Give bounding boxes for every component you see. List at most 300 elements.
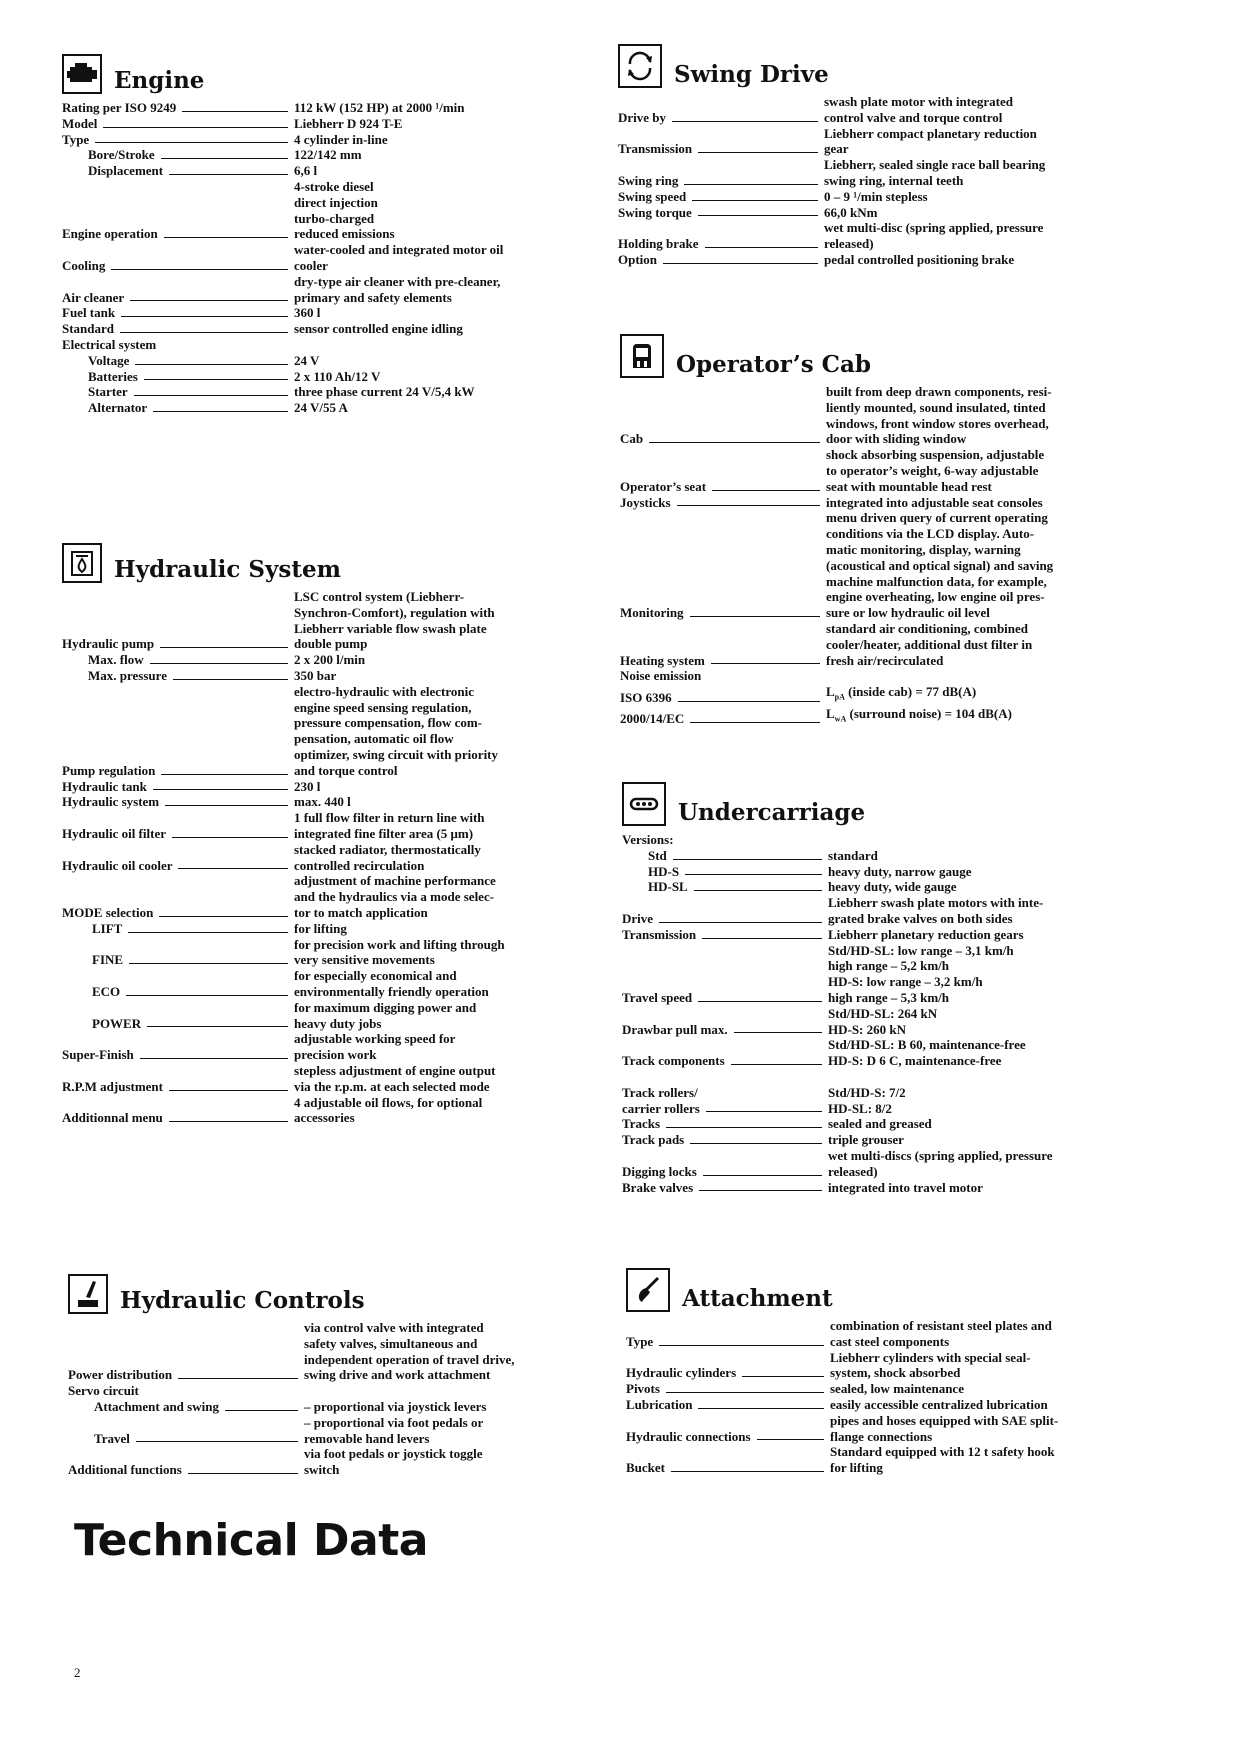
spec-row xyxy=(62,369,602,385)
leader-line xyxy=(130,300,288,301)
spec-label-text: FINE xyxy=(92,952,124,968)
leader-line xyxy=(128,932,288,933)
spec-value: 4-stroke diesel direct injection turbo-charged reduced emissions xyxy=(294,178,395,242)
spec-label xyxy=(620,447,826,494)
spec-label xyxy=(62,921,294,937)
spec-row xyxy=(622,895,1162,927)
spec-label-text: Additional functions xyxy=(68,1462,182,1478)
spec-label xyxy=(62,652,294,668)
spec-label xyxy=(68,1383,304,1399)
spec-row xyxy=(622,1180,1162,1196)
spec-value: 230 l xyxy=(294,778,321,794)
leader-line xyxy=(144,379,288,380)
spec-value: Liebherr swash plate motors with inte- grated brake valves on both sides xyxy=(828,895,1044,926)
spec-label-text: Model xyxy=(62,115,98,131)
leader-line xyxy=(153,789,288,790)
hydraulic-system-rows xyxy=(62,589,602,1126)
spec-value: integrated into travel motor xyxy=(828,1179,983,1195)
spec-label-text: Transmission xyxy=(622,926,697,942)
attachment-rows xyxy=(626,1318,1166,1476)
spec-value: adjustment of machine performance and the hydraulics via a mode selec- tor to match application xyxy=(294,873,496,920)
spec-label-text: LIFT xyxy=(92,920,123,936)
spec-label xyxy=(62,274,294,306)
spec-label-text: Power distribution xyxy=(68,1367,173,1383)
spec-row xyxy=(62,384,602,400)
spec-row xyxy=(62,794,602,810)
spec-label-text: Swing speed xyxy=(618,188,687,204)
spec-label xyxy=(618,220,824,252)
spec-label xyxy=(626,1413,830,1445)
spec-value: – proportional via joystick levers xyxy=(304,1398,487,1414)
spec-label-text: Voltage xyxy=(88,352,130,368)
leader-line xyxy=(690,1143,822,1144)
spec-row xyxy=(62,305,602,321)
spec-label xyxy=(622,864,828,880)
spec-value: – proportional via foot pedals or removable hand levers xyxy=(304,1414,484,1446)
spec-value: menu driven query of current operating conditions via the LCD display. Auto- matic monitoring, display, warning (acoustical and optical signal) and saving machine malfunction data, for example, engine overheating, low engine oil pres- sure or low hydraulic oil level xyxy=(826,510,1054,621)
spec-value: easily accessible centralized lubrication xyxy=(830,1396,1048,1412)
spec-row xyxy=(622,1116,1162,1132)
spec-label xyxy=(622,1069,828,1116)
spec-label xyxy=(62,668,294,684)
spec-label xyxy=(62,305,294,321)
joystick-icon xyxy=(68,1274,108,1314)
leader-line xyxy=(684,184,818,185)
spec-label-text: Air cleaner xyxy=(62,289,125,305)
leader-line xyxy=(140,1058,288,1059)
spec-row xyxy=(622,943,1162,1006)
spec-value: LSC control system (Liebherr- Synchron-Comfort), regulation with Liebherr variable flow swash plate double pump xyxy=(294,589,495,652)
spec-row xyxy=(62,321,602,337)
spec-row xyxy=(618,126,1158,158)
spec-label xyxy=(620,668,826,684)
spec-label xyxy=(62,684,294,779)
leader-line xyxy=(150,663,288,664)
spec-row xyxy=(620,384,1160,447)
spec-row xyxy=(62,353,602,369)
attachment-title: Attachment xyxy=(682,1285,833,1312)
spec-value: Liebherr compact planetary reduction gear xyxy=(824,125,1037,157)
leader-line xyxy=(712,490,820,491)
leader-line xyxy=(188,1473,298,1474)
spec-label-text: Engine operation xyxy=(62,226,158,242)
swing-drive-section xyxy=(618,44,1158,268)
spec-row xyxy=(626,1318,1166,1350)
spec-value: combination of resistant steel plates and cast steel components xyxy=(830,1318,1052,1349)
spec-row xyxy=(626,1397,1166,1413)
spec-row xyxy=(62,842,602,874)
leader-line xyxy=(178,868,288,869)
spec-label xyxy=(626,1350,830,1382)
spec-label xyxy=(618,126,824,158)
spec-row xyxy=(68,1415,602,1447)
leader-line xyxy=(699,1190,822,1191)
spec-label xyxy=(62,116,294,132)
spec-value: Standard equipped with 12 t safety hook for lifting xyxy=(830,1444,1055,1476)
spec-row xyxy=(62,163,602,179)
spec-label-text: Hydraulic cylinders xyxy=(626,1365,737,1381)
spec-row xyxy=(620,447,1160,494)
spec-label xyxy=(618,94,824,126)
spec-row xyxy=(62,810,602,842)
leader-line xyxy=(165,805,288,806)
spec-label xyxy=(620,510,826,621)
spec-value xyxy=(826,668,1160,684)
spec-label xyxy=(68,1415,304,1447)
spec-row xyxy=(68,1399,602,1415)
engine-rows xyxy=(62,100,602,416)
engine-title: Engine xyxy=(114,67,205,94)
leader-line xyxy=(694,890,822,891)
attachment-section xyxy=(626,1268,1166,1476)
spec-label xyxy=(62,132,294,148)
spec-value: via control valve with integrated safety valves, simultaneous and independent operation of travel drive, swing drive and work attachment xyxy=(304,1320,515,1383)
leader-line xyxy=(225,1410,298,1411)
spec-label xyxy=(62,1031,294,1063)
spec-value: water-cooled and integrated motor oil cooler xyxy=(294,242,504,273)
spec-label-text: HD-SL xyxy=(648,879,688,895)
spec-label xyxy=(62,353,294,369)
spec-value: 112 kW (152 HP) at 2000 ¹/min xyxy=(294,100,465,115)
spec-label xyxy=(618,157,824,189)
spec-label xyxy=(622,1006,828,1038)
spec-label xyxy=(626,1318,830,1350)
leader-line xyxy=(698,215,818,216)
spec-label xyxy=(62,1000,294,1032)
leader-line xyxy=(182,111,288,112)
spec-value: for precision work and lifting through very sensitive movements xyxy=(294,936,505,968)
spec-label-text: Max. flow xyxy=(88,652,144,668)
leader-line xyxy=(663,263,818,264)
spec-label xyxy=(62,937,294,969)
leader-line xyxy=(172,837,288,838)
spec-label xyxy=(620,495,826,511)
spec-label xyxy=(622,1132,828,1148)
leader-line xyxy=(706,1111,822,1112)
operators-cab-title: Operator’s Cab xyxy=(676,351,871,378)
leader-line xyxy=(690,616,820,617)
leader-line xyxy=(111,269,288,270)
spec-row xyxy=(626,1413,1166,1445)
spec-value: max. 440 l xyxy=(294,794,351,810)
hydraulic-system-title: Hydraulic System xyxy=(114,556,341,583)
leader-line xyxy=(164,237,288,238)
swing-drive-header xyxy=(618,44,1158,88)
leader-line xyxy=(159,916,288,917)
spec-value: 66,0 kNm xyxy=(824,204,878,220)
leader-line xyxy=(742,1376,824,1377)
spec-row xyxy=(620,621,1160,668)
leader-line xyxy=(659,922,822,923)
spec-label xyxy=(62,779,294,795)
spec-label-text: Transmission xyxy=(618,141,693,157)
leader-line xyxy=(692,200,818,201)
leader-line xyxy=(666,1127,822,1128)
spec-value: 24 V xyxy=(294,352,320,368)
spec-value: 6,6 l xyxy=(294,163,318,179)
spec-label xyxy=(620,706,826,727)
spec-value: Std/HD-SL: 264 kN HD-S: 260 kN xyxy=(828,1005,938,1037)
spec-label xyxy=(622,879,828,895)
track-icon xyxy=(622,782,666,826)
spec-value: Liebherr, sealed single race ball bearing swing ring, internal teeth xyxy=(824,157,1046,188)
spec-label-text: Std xyxy=(648,847,667,863)
spec-label xyxy=(62,163,294,179)
leader-line xyxy=(677,505,820,506)
spec-row xyxy=(620,510,1160,621)
leader-line xyxy=(120,332,288,333)
spec-label-text: Super-Finish xyxy=(62,1047,134,1063)
spec-label xyxy=(622,895,828,927)
spec-label xyxy=(622,848,828,864)
spec-value: for lifting xyxy=(294,920,347,936)
spec-label xyxy=(618,205,824,221)
leader-line xyxy=(95,142,288,143)
spec-value: three phase current 24 V/5,4 kW xyxy=(294,384,475,400)
spec-value: 2 x 200 l/min xyxy=(294,652,366,668)
spec-label xyxy=(618,252,824,268)
spec-label-text: Pivots xyxy=(626,1381,660,1397)
spec-value: dry-type air cleaner with pre-cleaner, primary and safety elements xyxy=(294,273,501,305)
page-number: 2 xyxy=(74,1665,81,1680)
spec-label-text: Type xyxy=(62,131,90,147)
spec-label-text: Option xyxy=(618,251,658,267)
spec-label xyxy=(622,943,828,1006)
spec-row xyxy=(62,274,602,306)
spec-value: 2 x 110 Ah/12 V xyxy=(294,368,381,384)
spec-value: Liebherr cylinders with special seal- system, shock absorbed xyxy=(830,1349,1031,1381)
spec-row xyxy=(62,116,602,132)
hydraulic-controls-rows xyxy=(68,1320,602,1478)
spec-label-text: Max. pressure xyxy=(88,667,167,683)
spec-label xyxy=(62,842,294,874)
spec-row xyxy=(62,779,602,795)
spec-value: Liebherr D 924 T-E xyxy=(294,115,403,131)
spec-label-text: Travel speed xyxy=(622,989,693,1005)
spec-row xyxy=(622,1148,1162,1180)
spec-value xyxy=(294,337,602,353)
swing-arrows-icon xyxy=(618,44,662,88)
spec-label-text: Holding brake xyxy=(618,236,699,252)
leader-line xyxy=(103,127,288,128)
spec-label xyxy=(622,1148,828,1180)
spec-label-text: Swing torque xyxy=(618,204,692,220)
spec-value: for maximum digging power and heavy duty jobs xyxy=(294,999,477,1031)
leader-line xyxy=(178,1378,298,1379)
operators-cab-rows xyxy=(620,384,1160,727)
leader-line xyxy=(147,1026,288,1027)
spec-label-text: Pump regulation xyxy=(62,762,156,778)
spec-value: 0 – 9 ¹/min stepless xyxy=(824,188,928,204)
swing-drive-rows xyxy=(618,94,1158,268)
spec-row xyxy=(62,100,602,116)
spec-label-text: Fuel tank xyxy=(62,305,116,321)
spec-row xyxy=(618,189,1158,205)
leader-line xyxy=(673,859,822,860)
spec-row xyxy=(68,1446,602,1478)
spec-value: triple grouser xyxy=(828,1132,904,1148)
spec-label-text: ISO 6396 xyxy=(620,689,672,705)
spec-row xyxy=(622,927,1162,943)
spec-label-text: Type xyxy=(626,1333,654,1349)
operators-cab-header xyxy=(620,334,1160,378)
spec-value: standard xyxy=(828,847,878,863)
spec-value: 4 cylinder in-line xyxy=(294,131,388,147)
spec-label xyxy=(620,684,826,705)
leader-line xyxy=(698,1001,822,1002)
spec-label xyxy=(62,1095,294,1127)
spec-value: built from deep drawn components, resi- liently mounted, sound insulated, tinted windows, front window stores overhead, door with sliding window xyxy=(826,384,1052,447)
spec-value: Std/HD-S: 7/2 HD-SL: 8/2 xyxy=(828,1084,906,1116)
spec-label-text: Hydraulic oil filter xyxy=(62,825,166,841)
cab-icon xyxy=(620,334,664,378)
spec-label-text: Starter xyxy=(88,384,128,400)
spec-label xyxy=(62,873,294,920)
spec-label-text: Track pads xyxy=(622,1132,685,1148)
spec-label xyxy=(622,1116,828,1132)
leader-line xyxy=(160,647,288,648)
spec-value: electro-hydraulic with electronic engine speed sensing regulation, pressure compensation, flow com- pensation, automatic oil flow optimizer, swing circuit with priority and torque control xyxy=(294,683,499,778)
spec-label-text: Additionnal menu xyxy=(62,1110,163,1126)
spec-label xyxy=(622,927,828,943)
spec-label-text: Displacement xyxy=(88,163,164,179)
leader-line xyxy=(698,152,818,153)
leader-line xyxy=(173,679,288,680)
spec-value: sensor controlled engine idling xyxy=(294,321,463,337)
spec-label xyxy=(62,337,294,353)
spec-value: Std/HD-SL: low range – 3,1 km/h high range – 5,2 km/h HD-S: low range – 3,2 km/h high range – 5,3 km/h xyxy=(828,942,1014,1005)
spec-row xyxy=(62,147,602,163)
spec-row xyxy=(62,652,602,668)
spec-row xyxy=(618,94,1158,126)
spec-row xyxy=(622,1006,1162,1038)
leader-line xyxy=(134,395,288,396)
spec-label xyxy=(62,400,294,416)
spec-row xyxy=(622,848,1162,864)
spec-row xyxy=(620,684,1160,705)
spec-row xyxy=(62,1031,602,1063)
spec-label-text: Drive xyxy=(622,910,654,926)
leader-line xyxy=(136,1441,298,1442)
spec-row xyxy=(62,968,602,1000)
spec-label-text: Cooling xyxy=(62,257,106,273)
spec-label-text: 2000/14/EC xyxy=(620,711,685,727)
spec-row xyxy=(62,242,602,274)
leader-line xyxy=(685,874,822,875)
spec-row xyxy=(626,1381,1166,1397)
spec-label-text: Lubrication xyxy=(626,1396,693,1412)
undercarriage-header xyxy=(622,782,1162,826)
spec-row xyxy=(622,832,1162,848)
spec-label-text: Alternator xyxy=(88,400,148,416)
spec-row xyxy=(62,921,602,937)
spec-label xyxy=(62,589,294,652)
leader-line xyxy=(649,442,820,443)
operators-cab-section xyxy=(620,334,1160,727)
engine-icon xyxy=(62,54,102,94)
spec-label-text: Hydraulic pump xyxy=(62,636,155,652)
spec-value: stacked radiator, thermostatically controlled recirculation xyxy=(294,841,481,873)
spec-row xyxy=(62,1095,602,1127)
spec-label xyxy=(68,1399,304,1415)
undercarriage-rows xyxy=(622,832,1162,1195)
leader-line xyxy=(121,316,288,317)
spec-row xyxy=(62,937,602,969)
spec-label-text: Electrical system xyxy=(62,336,157,352)
spec-row xyxy=(620,495,1160,511)
leader-line xyxy=(757,1439,824,1440)
leader-line xyxy=(702,938,822,939)
attachment-header xyxy=(626,1268,1166,1312)
leader-line xyxy=(169,1121,288,1122)
spec-label xyxy=(622,1037,828,1069)
spec-label-text: Track rollers/ carrier rollers xyxy=(622,1084,700,1116)
spec-row xyxy=(622,1037,1162,1069)
spec-value: Std/HD-SL: B 60, maintenance-free HD-S: D 6 C, maintenance-free xyxy=(828,1037,1026,1069)
leader-line xyxy=(126,995,288,996)
spec-row xyxy=(62,400,602,416)
spec-label-text: R.P.M adjustment xyxy=(62,1078,163,1094)
undercarriage-section xyxy=(622,782,1162,1195)
spec-label xyxy=(62,242,294,274)
engine-section xyxy=(62,54,602,416)
spec-value: $L_{wA}$ (surround noise) = 104 dB(A) xyxy=(826,705,1012,724)
spec-row xyxy=(68,1320,602,1383)
spec-label-text: Swing ring xyxy=(618,172,679,188)
spec-label xyxy=(68,1446,304,1478)
spec-label-text: Track components xyxy=(622,1053,725,1069)
spec-row xyxy=(68,1383,602,1399)
spec-row xyxy=(618,252,1158,268)
spec-label-text: Heating system xyxy=(620,652,705,668)
spec-row xyxy=(620,706,1160,727)
swing-drive-title: Swing Drive xyxy=(674,61,829,88)
spec-label xyxy=(618,189,824,205)
spec-value: sealed, low maintenance xyxy=(830,1381,964,1397)
leader-line xyxy=(161,774,288,775)
leader-line xyxy=(703,1175,822,1176)
leader-line xyxy=(705,247,818,248)
spec-value xyxy=(828,832,1162,848)
spec-value: wet multi-disc (spring applied, pressure released) xyxy=(824,220,1044,252)
spec-label xyxy=(68,1320,304,1383)
spec-label-text: Operator’s seat xyxy=(620,478,707,494)
spec-row xyxy=(622,1132,1162,1148)
spec-label xyxy=(62,100,294,116)
leader-line xyxy=(698,1408,824,1409)
leader-line xyxy=(734,1032,822,1033)
spec-row xyxy=(62,1063,602,1095)
spec-label-text: MODE selection xyxy=(62,904,154,920)
spec-label xyxy=(62,147,294,163)
spec-label-text: Noise emission xyxy=(620,668,702,684)
spec-label-text: Tracks xyxy=(622,1116,661,1132)
spec-label xyxy=(62,1063,294,1095)
leader-line xyxy=(666,1392,824,1393)
spec-value: integrated into adjustable seat consoles xyxy=(826,494,1043,510)
spec-value: 1 full flow filter in return line with integrated fine filter area (5 μm) xyxy=(294,810,485,841)
hydraulic-controls-header xyxy=(68,1274,602,1314)
spec-row xyxy=(622,864,1162,880)
spec-label-text: Hydraulic connections xyxy=(626,1428,751,1444)
spec-value: Liebherr planetary reduction gears xyxy=(828,926,1024,942)
leader-line xyxy=(690,722,820,723)
spec-value: $L_{pA}$ (inside cab) = 77 dB(A) xyxy=(826,684,977,702)
engine-header xyxy=(62,54,602,94)
spec-label xyxy=(62,179,294,242)
spec-value: via foot pedals or joystick toggle switch xyxy=(304,1446,483,1478)
spec-label-text: Travel xyxy=(94,1430,130,1446)
